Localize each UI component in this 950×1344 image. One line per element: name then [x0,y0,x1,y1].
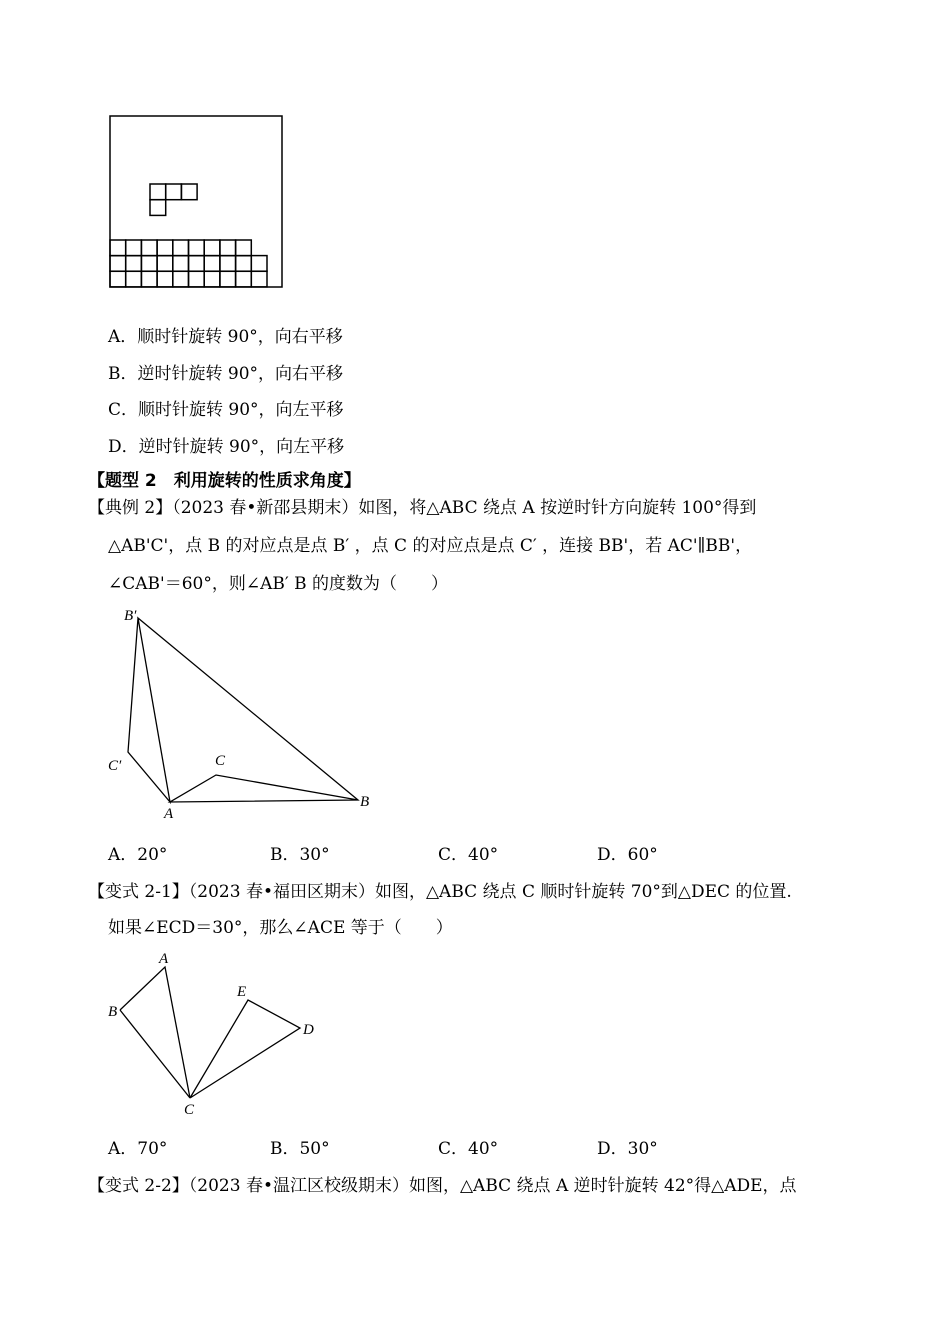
option-a: A．顺时针旋转 90°，向右平移 [108,327,343,347]
variant21-line1: 【变式 2-1】（2023 春•福田区期末）如图，△ABC 绕点 C 顺时针旋转 70°到△DEC 的位置. [88,882,792,902]
v21-option-a: A．70° [108,1139,168,1159]
variant21-line2: 如果∠ECD＝30°，那么∠ACE 等于（ ） [108,918,453,938]
grid-cell [204,240,220,256]
grid-cell [157,240,173,256]
label-d: D [303,1022,314,1038]
grid-cell [110,271,126,287]
section-title: 【题型 2 利用旋转的性质求角度】 [88,471,361,491]
grid-cell [204,256,220,272]
ex2-option-d: D．60° [597,845,658,865]
grid-cell [236,271,252,287]
ex2-option-a: A．20° [108,845,168,865]
grid-cell [220,240,236,256]
ex2-option-b: B．30° [270,845,330,865]
v21-option-d: D．30° [597,1139,658,1159]
option-b: B．逆时针旋转 90°，向右平移 [108,364,344,384]
v21-option-c: C．40° [438,1139,499,1159]
grid-cell [166,184,182,200]
grid-cell [157,256,173,272]
label-e: E [237,984,247,1000]
grid-cell [173,240,189,256]
grid-cell [173,256,189,272]
example2-line3: ∠CAB'＝60°，则∠AB′ B 的度数为（ ） [108,574,448,594]
label-c2: C [184,1102,195,1118]
option-c: C．顺时针旋转 90°，向左平移 [108,400,344,420]
grid-cell [189,256,205,272]
grid-cell [236,256,252,272]
example2-line1: 【典例 2】（2023 春•新邵县期末）如图，将△ABC 绕点 A 按逆时针方向旋转 100°得到 [88,498,757,518]
grid-cell [251,271,267,287]
grid-cell [110,240,126,256]
grid-cell [181,184,197,200]
v21-option-b: B．50° [270,1139,330,1159]
grid-cell [141,256,157,272]
grid-cell [126,256,142,272]
grid-cell [220,271,236,287]
grid-cell [126,271,142,287]
grid-cell [150,200,166,216]
option-d: D．逆时针旋转 90°，向左平移 [108,437,345,457]
grid-cell [110,256,126,272]
label-c: C [215,753,226,769]
ex2-option-c: C．40° [438,845,499,865]
grid-figure [110,116,282,287]
grid-cell [220,256,236,272]
grid-cell [251,256,267,272]
label-c-prime: C′ [108,758,122,774]
label-b: B [360,794,370,810]
grid-cell [204,271,220,287]
figure-example2 [128,618,358,802]
label-b2: B [108,1004,118,1020]
label-a2: A [159,951,169,967]
figure-variant21 [120,967,300,1098]
grid-cell [189,271,205,287]
label-b-prime: B′ [124,608,137,624]
grid-cell [236,240,252,256]
grid-cell [173,271,189,287]
grid-cell [141,271,157,287]
grid-cell [141,240,157,256]
label-a: A [164,806,174,822]
example2-line2: △AB'C'，点 B 的对应点是点 B′ ，点 C 的对应点是点 C′ ，连接 BB'，若 AC'∥BB'， [108,536,753,556]
grid-cell [126,240,142,256]
variant22-line1: 【变式 2-2】（2023 春•温江区校级期末）如图，△ABC 绕点 A 逆时针旋转 42°得△ADE，点 [88,1176,797,1196]
grid-cell [189,240,205,256]
grid-cell [150,184,166,200]
grid-cell [157,271,173,287]
